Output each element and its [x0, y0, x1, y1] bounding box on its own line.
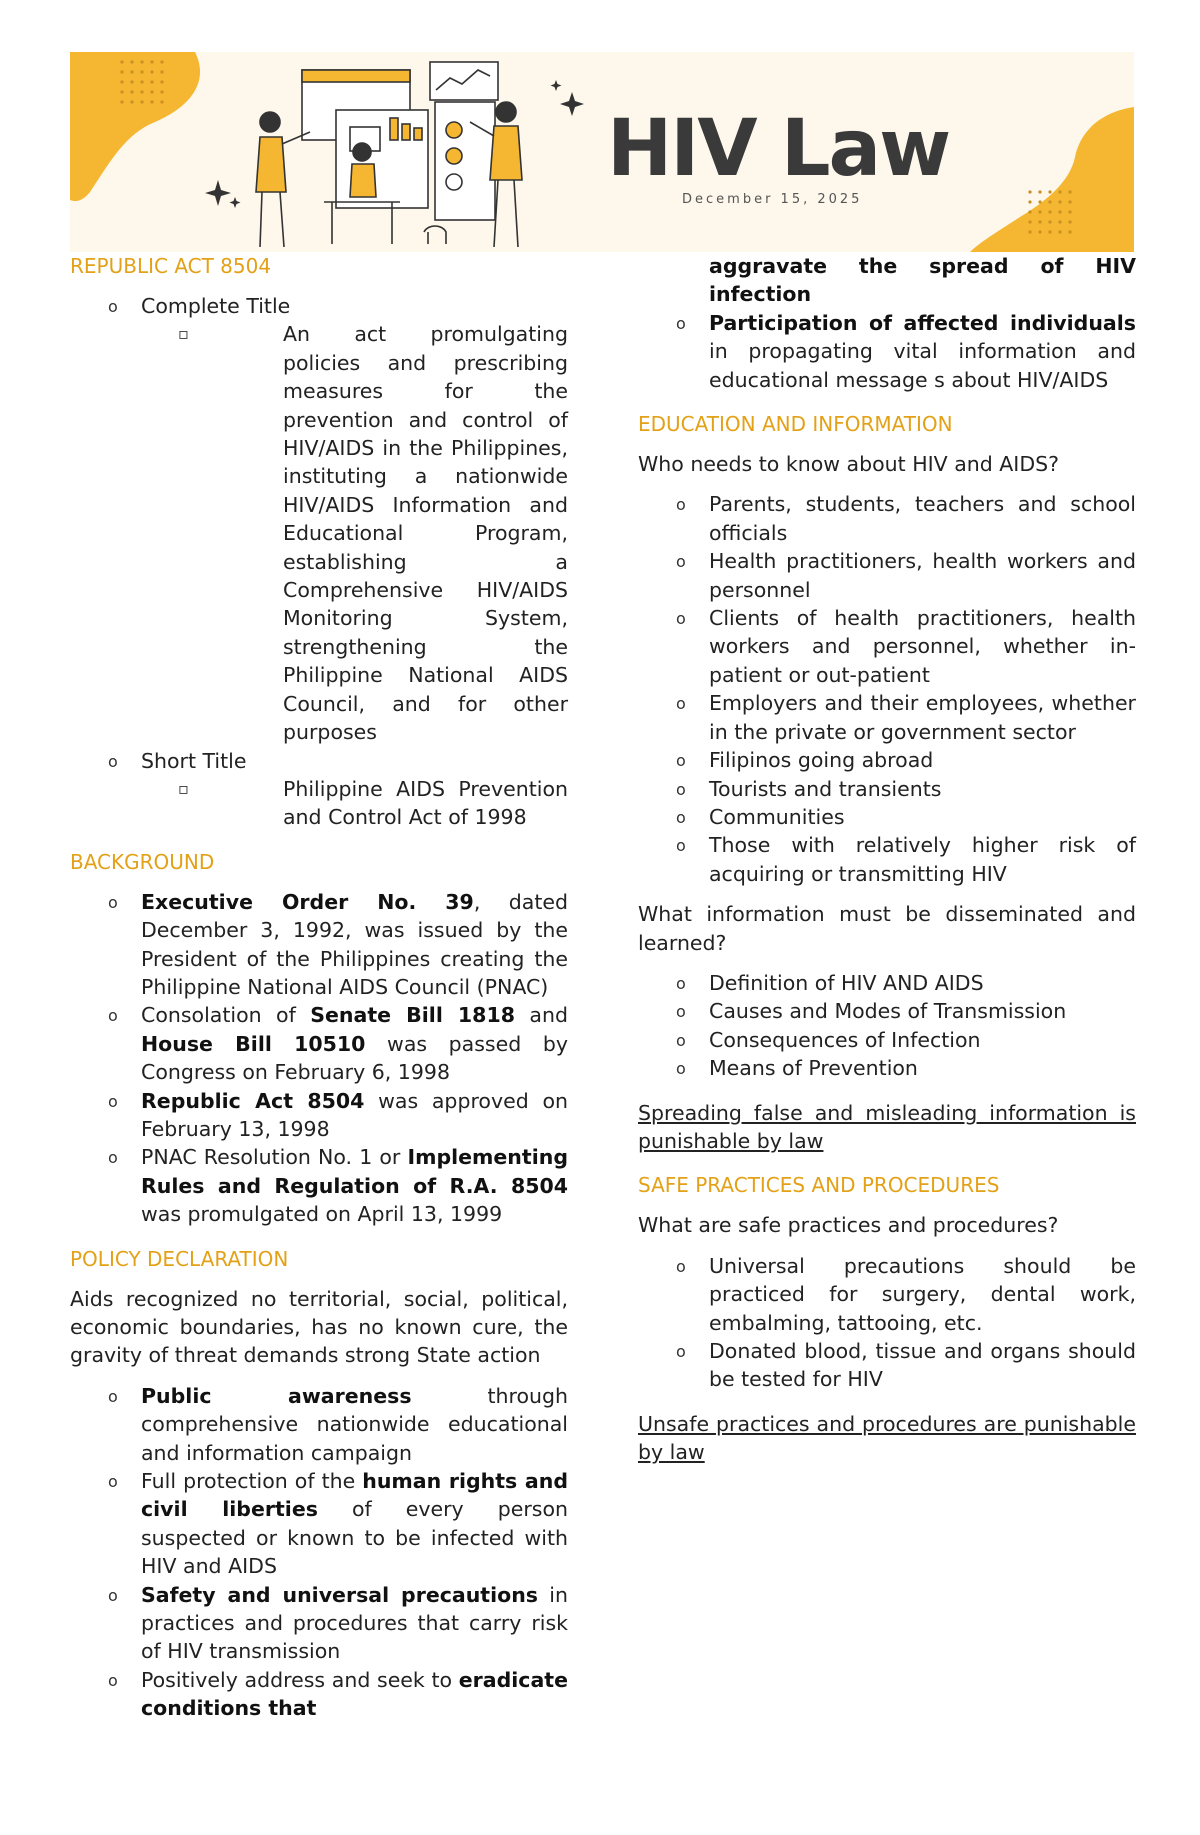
- p1-bold: Public awareness: [141, 1383, 412, 1408]
- short-title-text: Philippine AIDS Prevention and Control Act of 1998: [283, 776, 568, 830]
- list-item: o Filipinos going abroad: [638, 746, 1136, 774]
- education-audience-list: [638, 490, 1136, 888]
- short-title-label: Short Title: [141, 748, 247, 773]
- bg4-text: was promulgated on April 13, 1999: [141, 1202, 503, 1227]
- list-item: [70, 292, 568, 747]
- list-item: [70, 747, 568, 832]
- list-item: [70, 1666, 568, 1723]
- bg4-bold: Implementing Rules and Regulation of R.A. 8504: [141, 1145, 568, 1198]
- list-item: o Universal precautions should be practiced for surgery, dental work, embalming, tattooing, etc.: [638, 1252, 1136, 1337]
- list-item: o Donated blood, tissue and organs should be tested for HIV: [638, 1337, 1136, 1394]
- office-illustration: [256, 62, 522, 247]
- left-column: [70, 252, 568, 1723]
- list-item: o Tourists and transients: [638, 775, 1136, 803]
- list-item-continued: [638, 252, 1136, 309]
- page-title: HIV Law: [607, 104, 950, 194]
- short-title-sublist: [141, 775, 568, 832]
- complete-title-sublist: [141, 320, 568, 746]
- ra-title-list: [70, 292, 568, 832]
- policy-list: [70, 1382, 568, 1723]
- p3-text: in practices and procedures that carry risk of HIV transmission: [141, 1582, 568, 1664]
- complete-title-text: An act promulgating policies and prescribing measures for the prevention and control of HIV/AIDS in the Philippines, instituting a nationwide HIV/AIDS Information and Educational Program, establishing a Comprehensive HIV/AIDS Monitoring System, strengthening the Philippine National AIDS Council, and for other purposes: [283, 322, 568, 745]
- list-item: [70, 1581, 568, 1666]
- list-item: [638, 309, 1136, 394]
- list-item: [70, 888, 568, 1002]
- bg1-bold: Executive Order No. 39: [141, 889, 474, 914]
- right-column: [638, 252, 1136, 1467]
- section-heading-safe-practices: SAFE PRACTICES AND PROCEDURES: [638, 1173, 1000, 1198]
- list-item: [70, 1087, 568, 1144]
- complete-title-label: Complete Title: [141, 294, 291, 318]
- list-item: [70, 1382, 568, 1467]
- p5-bold: Participation of affected individuals: [709, 310, 1136, 335]
- bottom-right-blob: [970, 107, 1134, 252]
- section-heading-policy: POLICY DECLARATION: [70, 1246, 289, 1271]
- section-heading-background: BACKGROUND: [70, 849, 215, 874]
- bg2-bold2: House Bill 10510: [141, 1031, 366, 1056]
- list-item: o Consequences of Infection: [638, 1026, 1136, 1054]
- bg2-pre: Consolation of: [141, 1003, 311, 1028]
- p4-pre: Positively address and seek to: [141, 1667, 459, 1692]
- policy-paragraph: Aids recognized no territorial, social, political, economic boundaries, has no known cure, the gravity of threat demands strong State action: [70, 1286, 568, 1368]
- safe-practices-list: [638, 1252, 1136, 1394]
- bg2-mid: and: [514, 1003, 568, 1028]
- date-label: December 15, 2025: [682, 192, 863, 207]
- information-list: [638, 969, 1136, 1083]
- list-item: [141, 320, 568, 746]
- list-item: o Employers and their employees, whether in the private or government sector: [638, 689, 1136, 746]
- p1-text: through comprehensive nationwide educational and information campaign: [141, 1383, 568, 1465]
- list-item: o Communities: [638, 803, 1136, 831]
- p2-pre: Full protection of the: [141, 1469, 363, 1494]
- bg3-text: was approved on February 13, 1998: [141, 1088, 568, 1141]
- p5-text: in propagating vital information and educational message s about HIV/AIDS: [709, 339, 1136, 392]
- list-item: o Definition of HIV AND AIDS: [638, 969, 1136, 997]
- list-item: o Parents, students, teachers and school officials: [638, 490, 1136, 547]
- p2-text: of every person suspected or known to be infected with HIV and AIDS: [141, 1497, 569, 1579]
- bg3-bold: Republic Act 8504: [141, 1088, 365, 1113]
- safe-question: What are safe practices and procedures?: [638, 1213, 1059, 1238]
- bg2-bold1: Senate Bill 1818: [310, 1003, 515, 1028]
- p3-bold: Safety and universal precautions: [141, 1582, 539, 1607]
- policy-list-continued: [638, 252, 1136, 394]
- top-left-blob: [70, 52, 200, 201]
- list-item: [70, 1143, 568, 1228]
- bg2-text: was passed by Congress on February 6, 1998: [141, 1031, 568, 1085]
- list-item: [70, 1467, 568, 1581]
- p2-bold: human rights and civil liberties: [141, 1469, 568, 1522]
- education-question-2: What information must be disseminated and learned?: [638, 902, 1136, 955]
- bg4-pre: PNAC Resolution No. 1 or: [141, 1145, 408, 1170]
- section-heading-republic-act: REPUBLIC ACT 8504: [70, 254, 272, 278]
- safe-note: Unsafe practices and procedures are punishable by law: [638, 1411, 1136, 1465]
- list-item: o Clients of health practitioners, health workers and personnel, whether in-patient or out-patient: [638, 604, 1136, 689]
- list-item: o Causes and Modes of Transmission: [638, 997, 1136, 1025]
- education-question-1: Who needs to know about HIV and AIDS?: [638, 452, 1060, 477]
- p4-bold: eradicate conditions that: [141, 1667, 568, 1721]
- education-note: Spreading false and misleading information is punishable by law: [638, 1100, 1136, 1153]
- section-heading-education: EDUCATION AND INFORMATION: [638, 412, 953, 437]
- list-item: [70, 1001, 568, 1086]
- p4-cont: aggravate the spread of HIV infection: [709, 254, 1136, 307]
- list-item: [141, 775, 568, 832]
- list-item: o Those with relatively higher risk of acquiring or transmitting HIV: [638, 831, 1136, 888]
- banner-decoration: [70, 52, 1134, 252]
- list-item: o Health practitioners, health workers and personnel: [638, 547, 1136, 604]
- header-banner: [70, 52, 1134, 252]
- background-list: [70, 888, 568, 1229]
- list-item: o Means of Prevention: [638, 1054, 1136, 1082]
- bg1-text: , dated December 3, 1992, was issued by the President of the Philippines creating the Philippine National AIDS Council (PNAC): [141, 889, 568, 999]
